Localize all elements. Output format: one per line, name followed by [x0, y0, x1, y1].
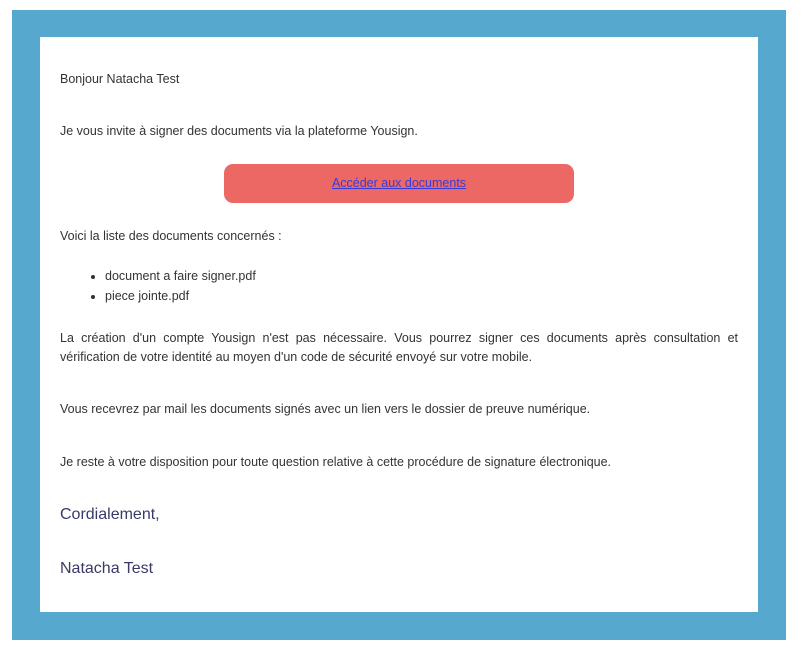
access-documents-button[interactable] [224, 164, 574, 203]
receipt-info-text: Vous recevrez par mail les documents signés avec un lien vers le dossier de preuve numérique. [60, 402, 591, 416]
list-item: • piece jointe.pdf [105, 287, 735, 307]
email-card [40, 37, 758, 612]
email-frame [12, 10, 786, 640]
documents-list-intro: Voici la liste des documents concernés : [60, 229, 282, 243]
list-item: • document a faire signer.pdf [105, 267, 735, 287]
account-info-text: La création d'un compte Yousign n'est pas nécessaire. Vous pourrez signer ces documents après consultation et vérification de votre identité au moyen d'un code de sécurité envoyé sur votre mobile. [60, 331, 738, 364]
availability-text: Je reste à votre disposition pour toute question relative à cette procédure de signature électronique. [60, 455, 612, 469]
access-documents-link[interactable]: Accéder aux documents [331, 176, 467, 190]
sign-off-text: Cordialement, [60, 506, 160, 523]
greeting-text: Bonjour Natacha Test [60, 72, 180, 86]
invite-text: Je vous invite à signer des documents via la plateforme Yousign. [60, 124, 418, 138]
signature-text: Natacha Test [60, 560, 154, 577]
documents-list [60, 267, 735, 306]
